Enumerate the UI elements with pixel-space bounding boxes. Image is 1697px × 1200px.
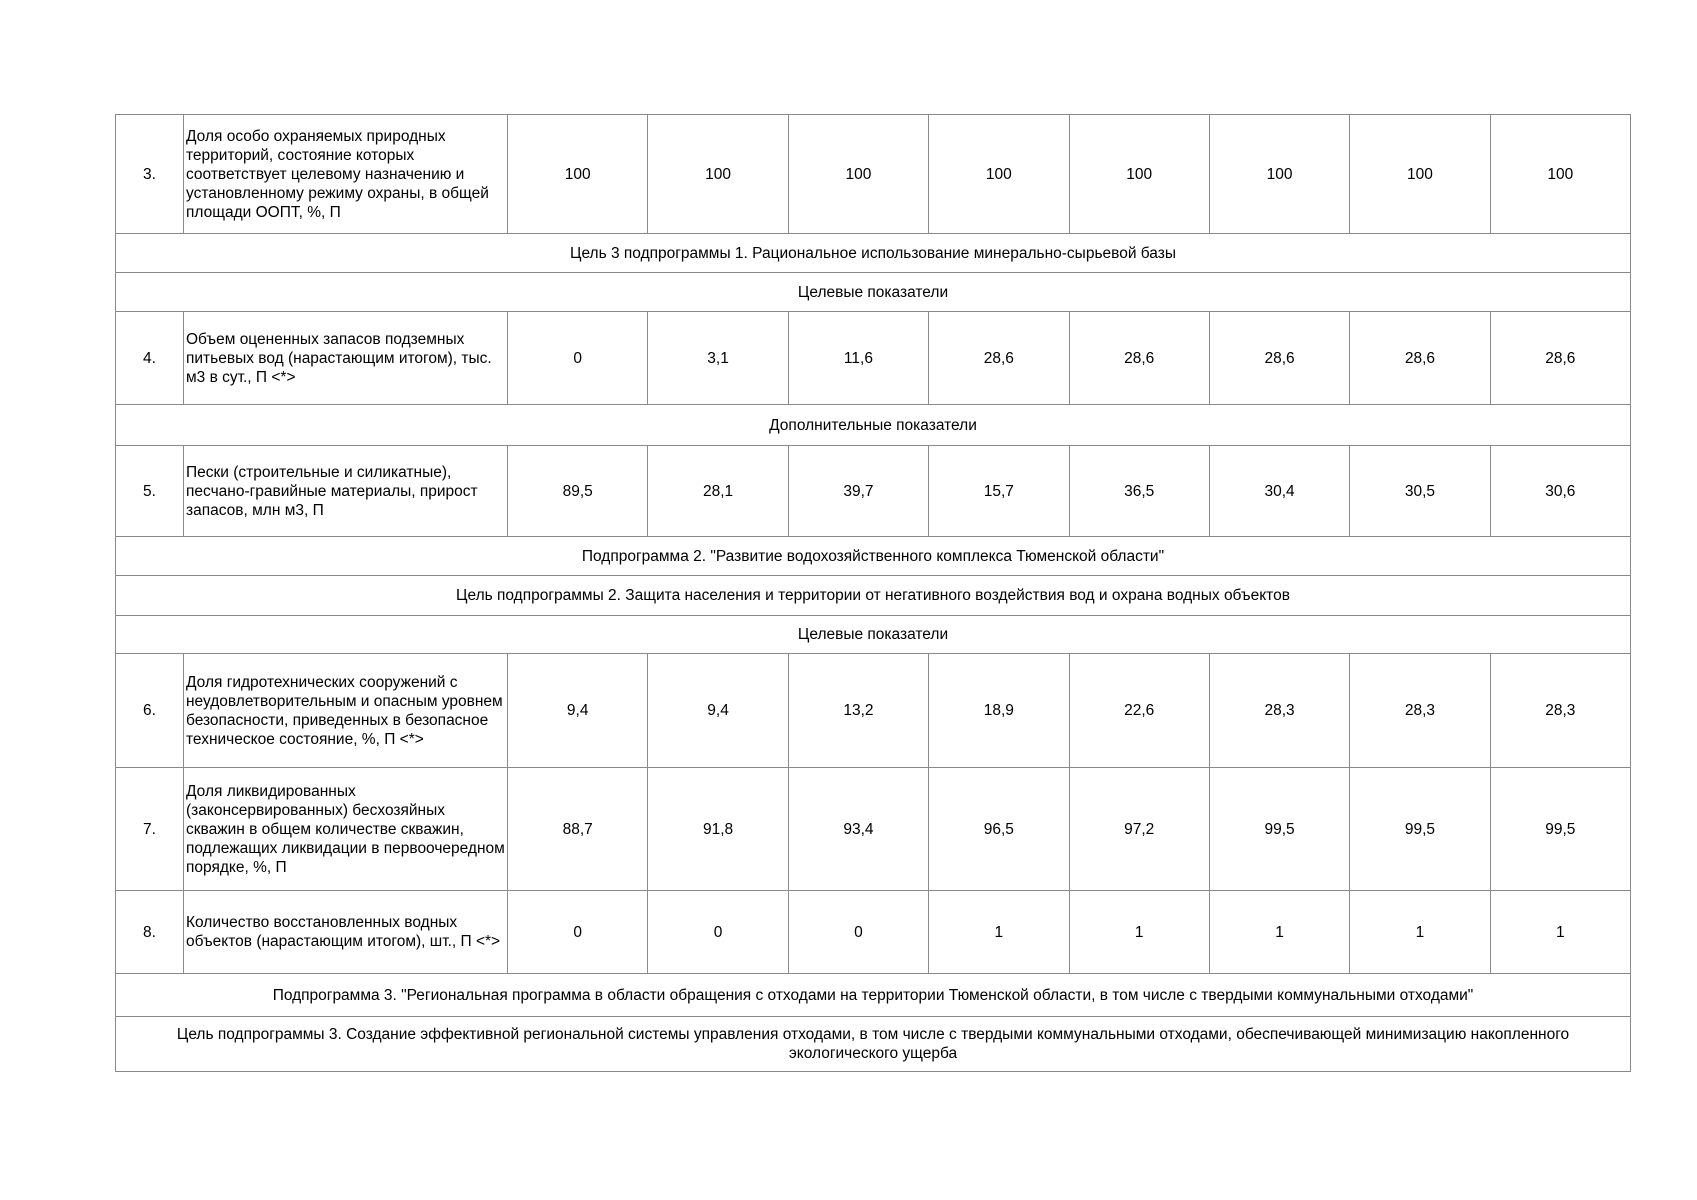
value-cell: 28,3 bbox=[1490, 654, 1630, 768]
section-row bbox=[116, 537, 1631, 576]
section-row bbox=[116, 576, 1631, 616]
value-cell: 100 bbox=[929, 115, 1069, 234]
value-cell: 28,1 bbox=[648, 446, 788, 537]
value-cell: 100 bbox=[1069, 115, 1209, 234]
value-cell: 30,4 bbox=[1209, 446, 1349, 537]
section-row bbox=[116, 234, 1631, 273]
value-cell: 3,1 bbox=[648, 312, 788, 405]
table-row bbox=[116, 446, 1631, 537]
value-cell: 30,5 bbox=[1350, 446, 1490, 537]
value-cell: 9,4 bbox=[508, 654, 648, 768]
indicator-name: Количество восстановленных водных объектов (нарастающим итогом), шт., П <*> bbox=[184, 891, 508, 974]
value-cell: 89,5 bbox=[508, 446, 648, 537]
table-row bbox=[116, 312, 1631, 405]
value-cell: 28,6 bbox=[929, 312, 1069, 405]
value-cell: 11,6 bbox=[788, 312, 928, 405]
indicator-name: Доля гидротехнических сооружений с неудовлетворительным и опасным уровнем безопасности, приведенных в безопасное техническое состояние, %, П <*> bbox=[184, 654, 508, 768]
table-row bbox=[116, 768, 1631, 891]
value-cell: 99,5 bbox=[1490, 768, 1630, 891]
row-number: 3. bbox=[116, 115, 184, 234]
section-row bbox=[116, 273, 1631, 312]
value-cell: 0 bbox=[788, 891, 928, 974]
value-cell: 30,6 bbox=[1490, 446, 1630, 537]
row-number: 7. bbox=[116, 768, 184, 891]
value-cell: 96,5 bbox=[929, 768, 1069, 891]
value-cell: 28,6 bbox=[1209, 312, 1349, 405]
section-row bbox=[116, 1017, 1631, 1072]
value-cell: 22,6 bbox=[1069, 654, 1209, 768]
value-cell: 100 bbox=[788, 115, 928, 234]
section-row bbox=[116, 405, 1631, 446]
table-body bbox=[116, 115, 1631, 1072]
value-cell: 1 bbox=[1069, 891, 1209, 974]
value-cell: 39,7 bbox=[788, 446, 928, 537]
value-cell: 0 bbox=[648, 891, 788, 974]
section-heading: Дополнительные показатели bbox=[116, 405, 1631, 446]
value-cell: 0 bbox=[508, 891, 648, 974]
indicator-name: Объем оцененных запасов подземных питьевых вод (нарастающим итогом), тыс. м3 в сут., П <*> bbox=[184, 312, 508, 405]
value-cell: 1 bbox=[1209, 891, 1349, 974]
section-heading: Целевые показатели bbox=[116, 273, 1631, 312]
value-cell: 91,8 bbox=[648, 768, 788, 891]
section-row bbox=[116, 974, 1631, 1017]
section-heading: Цель 3 подпрограммы 1. Рациональное использование минерально-сырьевой базы bbox=[116, 234, 1631, 273]
value-cell: 100 bbox=[1209, 115, 1349, 234]
section-heading: Подпрограмма 2. "Развитие водохозяйственного комплекса Тюменской области" bbox=[116, 537, 1631, 576]
value-cell: 9,4 bbox=[648, 654, 788, 768]
value-cell: 0 bbox=[508, 312, 648, 405]
table-row bbox=[116, 654, 1631, 768]
table-row bbox=[116, 891, 1631, 974]
value-cell: 97,2 bbox=[1069, 768, 1209, 891]
section-row bbox=[116, 616, 1631, 654]
value-cell: 93,4 bbox=[788, 768, 928, 891]
row-number: 5. bbox=[116, 446, 184, 537]
value-cell: 100 bbox=[648, 115, 788, 234]
table-row bbox=[116, 115, 1631, 234]
value-cell: 28,3 bbox=[1350, 654, 1490, 768]
value-cell: 28,6 bbox=[1350, 312, 1490, 405]
value-cell: 100 bbox=[1350, 115, 1490, 234]
value-cell: 99,5 bbox=[1209, 768, 1349, 891]
value-cell: 18,9 bbox=[929, 654, 1069, 768]
value-cell: 36,5 bbox=[1069, 446, 1209, 537]
value-cell: 88,7 bbox=[508, 768, 648, 891]
section-heading: Подпрограмма 3. "Региональная программа в области обращения с отходами на территории Тюменской области, в том числе с твердыми коммунальными отходами" bbox=[116, 974, 1631, 1017]
value-cell: 28,3 bbox=[1209, 654, 1349, 768]
section-heading: Цель подпрограммы 2. Защита населения и территории от негативного воздействия вод и охрана водных объектов bbox=[116, 576, 1631, 616]
value-cell: 1 bbox=[1490, 891, 1630, 974]
value-cell: 100 bbox=[1490, 115, 1630, 234]
value-cell: 15,7 bbox=[929, 446, 1069, 537]
value-cell: 1 bbox=[1350, 891, 1490, 974]
indicator-name: Пески (строительные и силикатные), песчано-гравийные материалы, прирост запасов, млн м3, П bbox=[184, 446, 508, 537]
row-number: 6. bbox=[116, 654, 184, 768]
row-number: 4. bbox=[116, 312, 184, 405]
indicators-table bbox=[115, 114, 1631, 1072]
value-cell: 28,6 bbox=[1490, 312, 1630, 405]
value-cell: 100 bbox=[508, 115, 648, 234]
indicator-name: Доля ликвидированных (законсервированных) бесхозяйных скважин в общем количестве скважин, подлежащих ликвидации в первоочередном порядке, %, П bbox=[184, 768, 508, 891]
section-heading: Цель подпрограммы 3. Создание эффективной региональной системы управления отходами, в том числе с твердыми коммунальными отходами, обеспечивающей минимизацию накопленного экологического ущерба bbox=[116, 1017, 1631, 1072]
row-number: 8. bbox=[116, 891, 184, 974]
value-cell: 13,2 bbox=[788, 654, 928, 768]
value-cell: 1 bbox=[929, 891, 1069, 974]
value-cell: 99,5 bbox=[1350, 768, 1490, 891]
indicator-name: Доля особо охраняемых природных территорий, состояние которых соответствует целевому назначению и установленному режиму охраны, в общей площади ООПТ, %, П bbox=[184, 115, 508, 234]
section-heading: Целевые показатели bbox=[116, 616, 1631, 654]
value-cell: 28,6 bbox=[1069, 312, 1209, 405]
